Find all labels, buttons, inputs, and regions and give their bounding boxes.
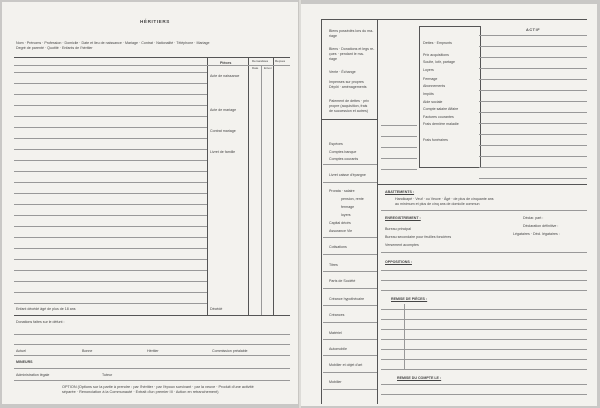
biens-line-3: çues · pendant le ma- — [329, 52, 364, 56]
assurance-vie-label: Assurance Vie — [329, 229, 353, 233]
cotisations-label: Cotisations — [329, 245, 347, 249]
fermage-label: Fermage — [423, 77, 438, 81]
label-divider — [377, 19, 378, 404]
capital-deces-label: Capital décès — [329, 221, 351, 225]
biens-line-1: riage — [329, 34, 337, 38]
biens-line-6: Impenses sur propres — [329, 80, 364, 84]
actif-title: ACTIF — [526, 28, 541, 32]
left-page — [2, 2, 299, 404]
loyers-label: Loyers — [423, 68, 434, 72]
actif-bottom-rule — [377, 184, 587, 185]
mobilier-label: Mobilier — [329, 380, 342, 384]
piece-contrat-mariage: Contrat mariage — [210, 129, 236, 133]
enfant-decede-note: Enfant décédé âgé de plus de 18 ans — [16, 307, 76, 311]
declar-part: Déclar. part : — [523, 216, 544, 220]
piece-acte-naissance: Acte de naissance — [210, 74, 240, 78]
remise-pieces-title: REMISE DE PIÈCES : — [391, 297, 428, 301]
mineurs-label: MINEURS — [16, 360, 33, 364]
abattements-title: ABATTEMENTS : — [385, 190, 415, 194]
dettes-label: Dettes · Emprunts — [423, 41, 452, 45]
abonnements-label: Abonnements — [423, 84, 446, 88]
biens-line-5: Vente · Échange — [329, 70, 356, 74]
prorata-label: Prorata · salaire — [329, 189, 355, 193]
actuel-label: Actuel — [16, 349, 26, 353]
compte-salaire-label: Compte salaire Affaire — [423, 107, 459, 111]
factures-label: Factures courantes — [423, 115, 454, 119]
demandees-divider — [248, 57, 249, 315]
biens-line-8: Paiement de dettes · prix — [329, 99, 369, 103]
date-envoi-divider — [261, 65, 262, 315]
col-pieces-label: Pièces — [220, 61, 232, 65]
mobilier-objet-label: Mobilier et objet d'art — [329, 363, 363, 367]
impots-label: Impôts — [423, 92, 434, 96]
livret-label: Livret caisse d'épargne — [329, 173, 366, 177]
header-fields-line1: Nom · Prénoms · Profession · Domicile · Date et lieu de naissance · Mariage · Contrat · Nationalité · Téléphone · Mariage — [16, 41, 210, 45]
option-footer-line1: OPTION (Options sur la partie à prendre : par l'héritier · par l'époux survivant · par la veuve · Produit d'une activité — [62, 385, 254, 389]
comptes-banque-label: Comptes banque — [329, 150, 357, 154]
comptes-courants-label: Comptes courants — [329, 157, 359, 161]
automobile-label: Automobile — [329, 347, 347, 351]
prix-acq-label: Prix acquisitions — [423, 53, 449, 57]
right-page — [301, 4, 597, 406]
enregistrement-title: ENREGISTREMENT : — [385, 216, 421, 220]
sub-date-label: Date — [252, 66, 259, 70]
actif-left-box — [419, 26, 481, 168]
abattements-line2: au minimum et plus de cinq ans de domicile commun — [395, 202, 480, 206]
abattements-line1: Handicapé · Veuf · ou Veuve · Âgé · de plus de cinquante ans — [395, 197, 494, 201]
pension-label: pension, rente — [341, 197, 364, 201]
piece-livret-famille: Livret de famille — [210, 150, 236, 154]
creances-label: Créances — [329, 313, 345, 317]
bureau-principal: Bureau principal — [385, 227, 411, 231]
biens-line-9: propre (acquisition, frais — [329, 104, 368, 108]
heritiers-title: HÉRITIERS — [140, 19, 170, 24]
titres-label: Titres — [329, 263, 338, 267]
biens-line-7: Dépôt · aménagements — [329, 85, 367, 89]
legataires: Légataires · Décl. légataires : — [513, 232, 560, 236]
bonne-label: Bonne — [82, 349, 93, 353]
commission-label: Commission préalable — [212, 349, 248, 353]
donations-label: Donations faites sur le défunt : — [16, 320, 65, 324]
frais-funeraires-label: Frais funéraires — [423, 138, 448, 142]
col-demandees-label: Demandées — [252, 59, 269, 63]
recues-divider — [273, 57, 274, 315]
especes-label: Espèces — [329, 142, 343, 146]
piece-acte-mariage: Acte de mariage — [210, 108, 237, 112]
option-footer-line2: séparée · Renonciation à la Communauté · Extrait d'un premier III · Action en retranchement) — [62, 390, 219, 394]
materiel-label: Matériel — [329, 331, 342, 335]
frais-maladie-label: Frais dernière maladie — [423, 122, 459, 126]
biens-line-2: Biens · Donations et legs re- — [329, 47, 375, 51]
biens-line-0: Biens possédés lors du ma- — [329, 29, 374, 33]
heritier-label: Héritier — [147, 349, 159, 353]
administration-label: Administration légale — [16, 373, 50, 377]
table-bottom-rule — [14, 315, 290, 316]
tuteur-label: Tuteur — [102, 373, 113, 377]
top-rule — [321, 19, 587, 20]
declaration-definitive: Déclaration définitive : — [523, 224, 559, 228]
left-margin-rule — [321, 19, 322, 404]
piece-decede: Décédé — [210, 307, 223, 311]
fermage2-label: fermage — [341, 205, 355, 209]
sub-envoi-label: Envoi — [264, 66, 272, 70]
aide-sociale-label: Aide sociale — [423, 100, 443, 104]
col-recues-label: Reçues — [275, 59, 286, 63]
soulte-label: Soulte, lotir, partage — [423, 60, 455, 64]
parts-societe-label: Parts de Société — [329, 279, 356, 283]
bureau-secondaire: Bureau secondaire pour feuilles foncières — [385, 235, 452, 239]
creance-hypo-label: Créance hypothécaire — [329, 297, 365, 301]
versement-acomptes: Versement acomptes — [385, 243, 419, 247]
oppositions-title: OPPOSITIONS : — [385, 260, 412, 264]
pieces-divider — [207, 57, 208, 315]
header-fields-line2: Degré de parenté · Quotité · Enfants de l'héritier — [16, 46, 93, 50]
biens-line-4: riage — [329, 57, 337, 61]
loyers2-label: loyers — [341, 213, 351, 217]
biens-line-10: de succession et autres) — [329, 109, 368, 113]
remise-compte-title: REMISE DU COMPTE LE : — [397, 376, 442, 380]
